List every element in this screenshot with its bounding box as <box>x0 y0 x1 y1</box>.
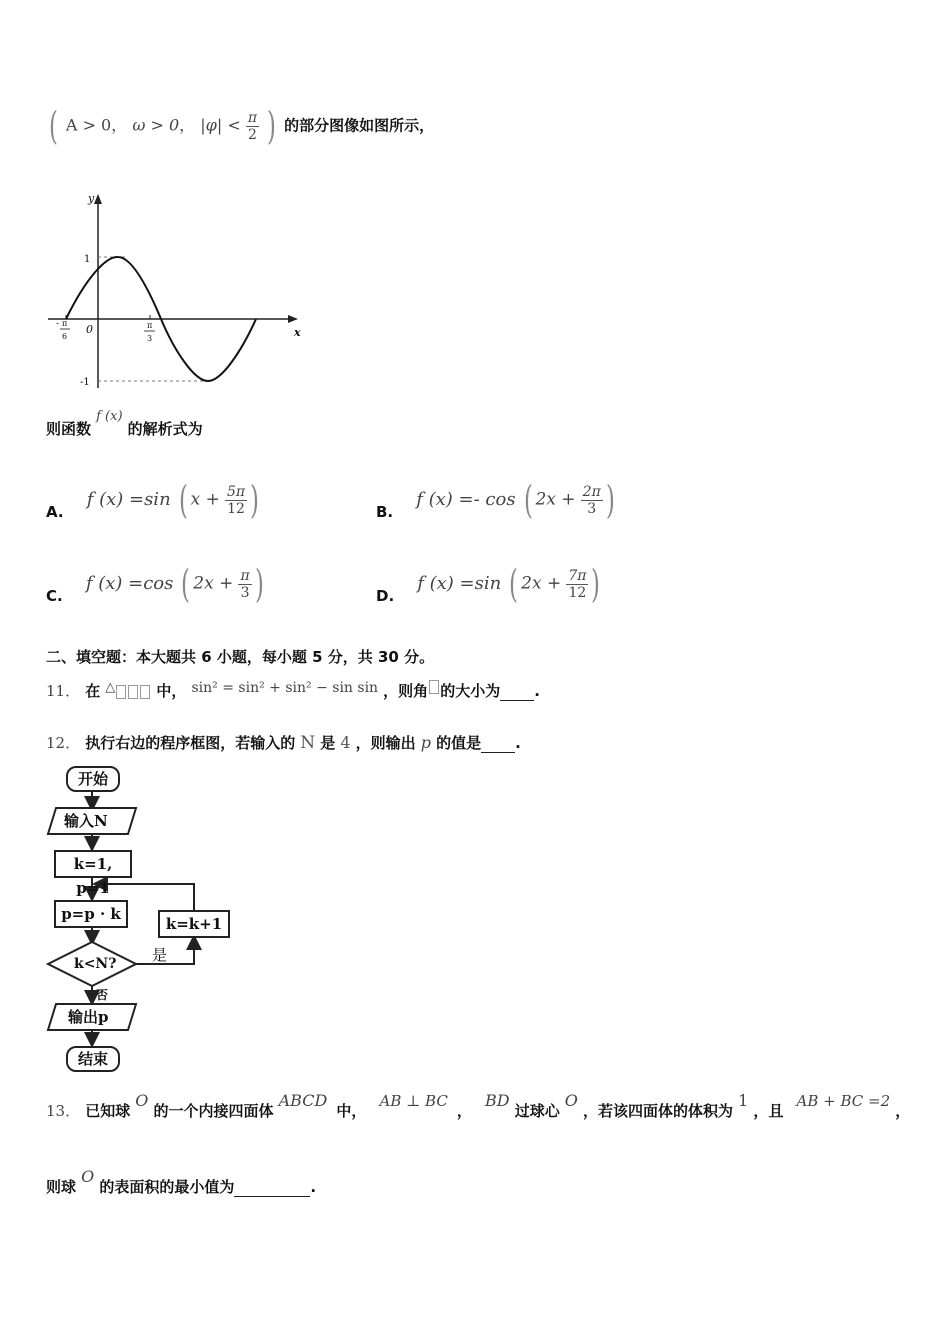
omega-condition: ω > 0 <box>132 115 180 135</box>
pi-over-2: $\frac{\pi}{2}$ <box>247 109 258 143</box>
x-tick-pos-den: 3 <box>147 334 153 343</box>
flow-output: 输出p <box>68 1008 109 1026</box>
option-c[interactable]: C. f (x) =cos ( 2x + $\frac{\pi}{3}$ ) <box>46 562 264 606</box>
option-a[interactable]: A. f (x) =sin ( x + $\frac{5\pi}{12}$ ) <box>46 478 259 522</box>
question-12: 12． 执行右边的程序框图，若输入的 N 是 4 ，则输出 p 的值是 . <box>46 733 521 753</box>
flow-condition: k<N? <box>74 956 117 972</box>
flow-assign: p=p · k <box>54 900 128 928</box>
fx-symbol: f (x) <box>96 409 123 424</box>
sine-graph <box>44 188 314 398</box>
flow-no-label: 否 <box>96 988 109 1002</box>
left-paren: ( <box>48 104 58 148</box>
question-prompt: 则函数 $^{f (x)}$ 的解析式为 <box>46 409 203 438</box>
flow-input: 输入N <box>64 812 108 830</box>
y-tick-1: 1 <box>84 254 91 265</box>
x-tick-neg-den: 6 <box>62 332 68 341</box>
x-tick-neg-num: π <box>62 319 68 328</box>
a-condition: A > 0 <box>65 115 112 135</box>
answer-blank-13[interactable] <box>234 1196 310 1197</box>
answer-blank-11[interactable] <box>500 700 534 701</box>
flow-increment: k=k+1 <box>158 910 230 938</box>
question-13-line2: 则球 O 的表面积的最小值为 . <box>46 1167 317 1196</box>
option-d[interactable]: D. f (x) =sin ( 2x + $\frac{7\pi}{12}$ ) <box>376 562 601 606</box>
option-b[interactable]: B. f (x) =- cos ( 2x + $\frac{2\pi}{3}$ ) <box>376 478 615 522</box>
question-11: 11． 在 △ 中， sin² = sin² + sin² − sin sin ，则角 的大小为 . <box>46 680 540 700</box>
answer-blank-12[interactable] <box>481 752 515 753</box>
flow-yes-label: 是 <box>152 946 168 964</box>
y-axis-label: y <box>88 192 95 205</box>
origin-label: 0 <box>86 323 93 336</box>
x-axis-label: x <box>294 326 301 339</box>
condition-suffix: 的部分图像如图所示， <box>284 116 435 135</box>
flow-end: 结束 <box>66 1046 120 1072</box>
question-13-line1: 13． 已知球 O 的一个内接四面体 ABCD 中， AB ⊥ BC ， BD 过球心 O ，若该四面体的体积为 1 ，且 AB + BC =2 ， <box>46 1091 911 1120</box>
y-tick-neg1: -1 <box>80 377 90 388</box>
section-heading: 二、填空题：本大题共 6 小题，每小题 5 分，共 30 分。 <box>46 648 435 666</box>
flow-start: 开始 <box>66 766 120 792</box>
x-tick-neg-sign: - <box>56 319 60 329</box>
right-paren: ) <box>267 104 277 148</box>
phi-condition: |φ| < <box>200 115 241 135</box>
q11-equation: sin² = sin² + sin² − sin sin <box>191 680 379 696</box>
condition-line: ( A > 0， ω > 0， |φ| < $\frac{\pi}{2}$ ) 的部分图像如图所示， <box>48 104 435 148</box>
flow-init: k=1, p=1 <box>54 850 132 878</box>
x-tick-pos-num: π <box>147 321 153 330</box>
